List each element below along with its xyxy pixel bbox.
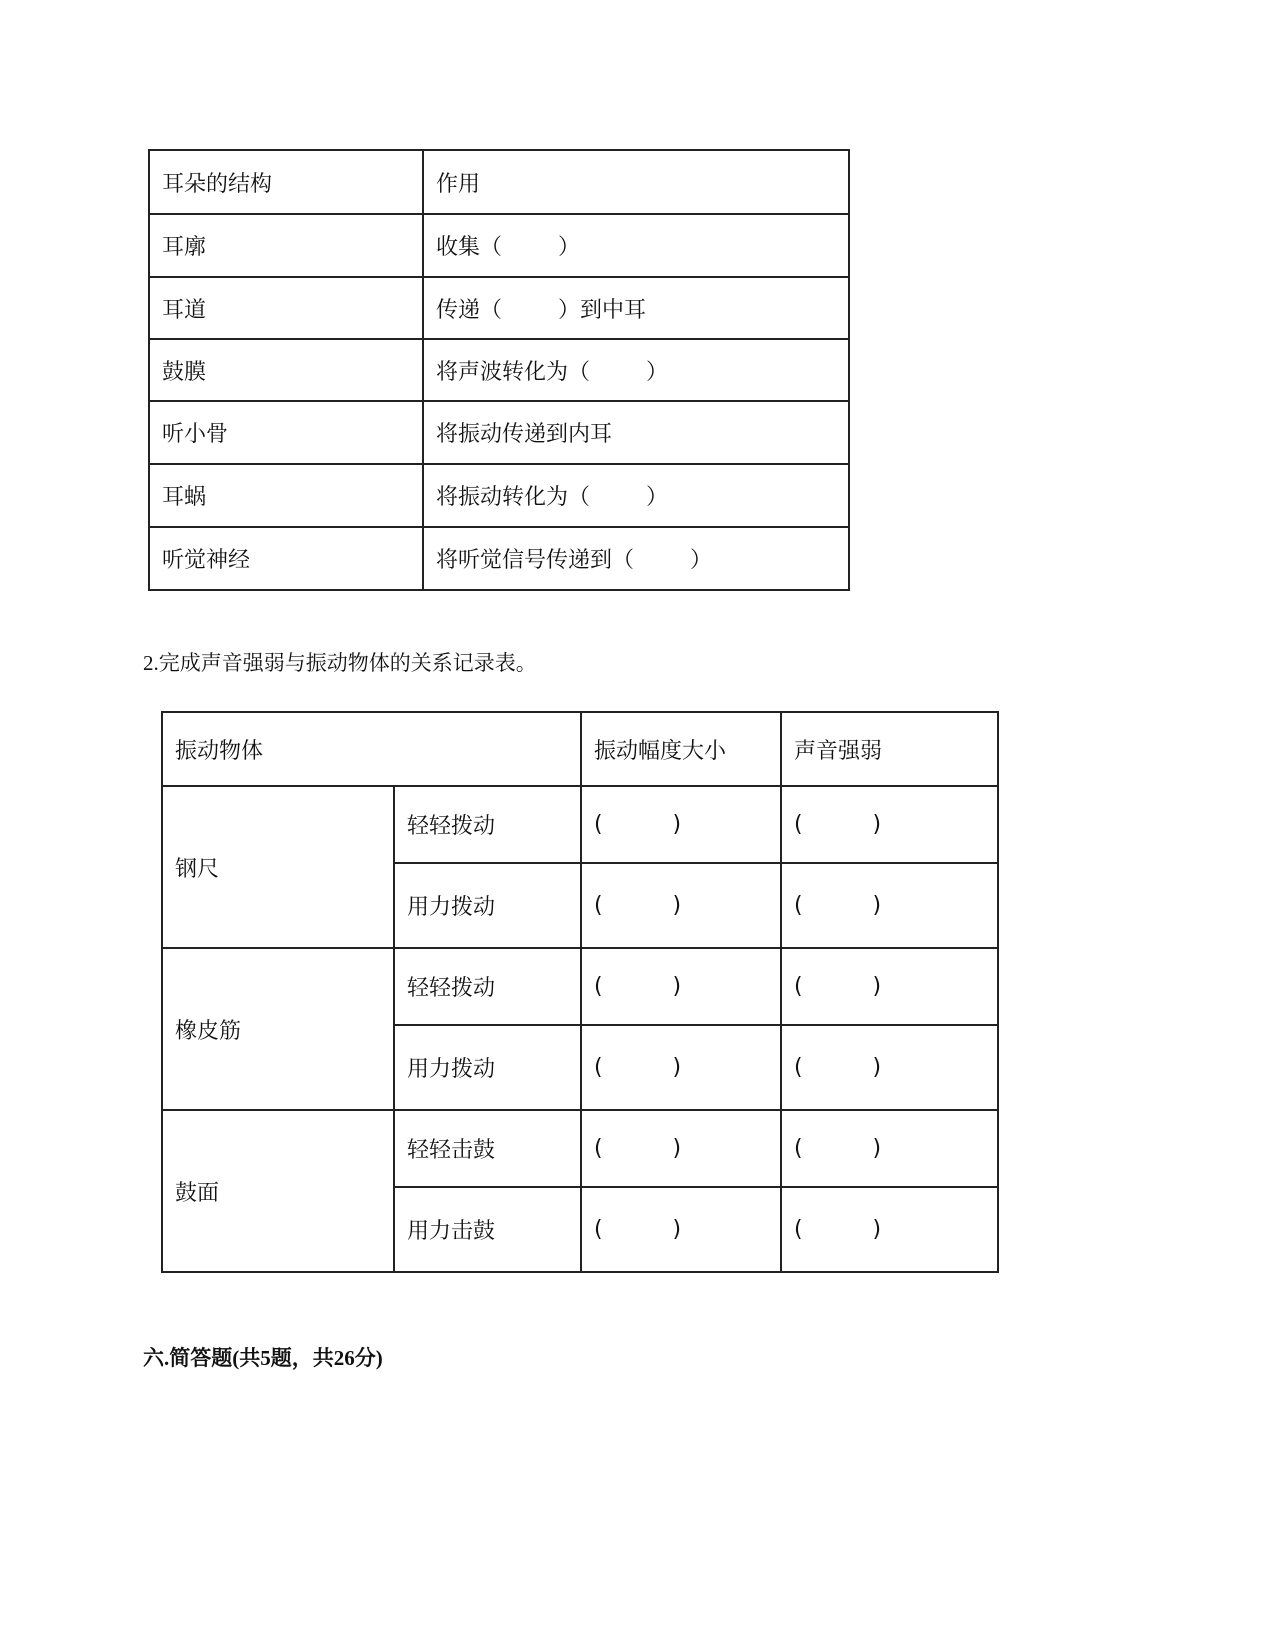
- function-cell: 传递（ ）到中耳: [423, 277, 849, 339]
- question-text: 2.完成声音强弱与振动物体的关系记录表。: [143, 651, 537, 675]
- action-cell: 用力击鼓: [394, 1187, 581, 1272]
- header-cell: 振动幅度大小: [581, 712, 781, 786]
- table-header-row: [149, 150, 849, 214]
- amplitude-blank-cell[interactable]: ( ): [581, 948, 781, 1025]
- structure-cell: 耳蜗: [149, 464, 423, 527]
- loudness-blank-cell[interactable]: ( ): [781, 1110, 998, 1187]
- object-cell: 橡皮筋: [162, 948, 394, 1110]
- structure-cell: 耳廓: [149, 214, 423, 277]
- header-cell: 振动物体: [162, 712, 581, 786]
- table-row: [162, 786, 998, 863]
- table-row: [149, 401, 849, 464]
- structure-cell: 耳道: [149, 277, 423, 339]
- section-title: 六.简答题(共5题，共26分): [143, 1346, 383, 1370]
- action-cell: 轻轻拨动: [394, 786, 581, 863]
- action-cell: 用力拨动: [394, 863, 581, 948]
- action-cell: 轻轻击鼓: [394, 1110, 581, 1187]
- action-cell: 用力拨动: [394, 1025, 581, 1110]
- loudness-blank-cell[interactable]: ( ): [781, 786, 998, 863]
- loudness-blank-cell[interactable]: ( ): [781, 1187, 998, 1272]
- function-cell: 收集（ ）: [423, 214, 849, 277]
- amplitude-blank-cell[interactable]: ( ): [581, 1187, 781, 1272]
- header-cell: 声音强弱: [781, 712, 998, 786]
- function-cell: 将振动传递到内耳: [423, 401, 849, 464]
- ear-structure-table: [148, 149, 850, 591]
- table-row: [162, 948, 998, 1025]
- loudness-blank-cell[interactable]: ( ): [781, 863, 998, 948]
- function-cell: 将听觉信号传递到（ ）: [423, 527, 849, 590]
- amplitude-blank-cell[interactable]: ( ): [581, 786, 781, 863]
- loudness-blank-cell[interactable]: ( ): [781, 1025, 998, 1110]
- amplitude-blank-cell[interactable]: ( ): [581, 863, 781, 948]
- structure-cell: 鼓膜: [149, 339, 423, 401]
- table-header-row: [162, 712, 998, 786]
- header-cell: 作用: [423, 150, 849, 214]
- structure-cell: 听觉神经: [149, 527, 423, 590]
- action-cell: 轻轻拨动: [394, 948, 581, 1025]
- function-cell: 将振动转化为（ ）: [423, 464, 849, 527]
- table-row: [149, 339, 849, 401]
- table-row: [162, 1110, 998, 1187]
- header-cell: 耳朵的结构: [149, 150, 423, 214]
- structure-cell: 听小骨: [149, 401, 423, 464]
- table-row: [149, 527, 849, 590]
- object-cell: 鼓面: [162, 1110, 394, 1272]
- sound-vibration-table: [161, 711, 999, 1273]
- table-row: [149, 214, 849, 277]
- table-row: [149, 464, 849, 527]
- loudness-blank-cell[interactable]: ( ): [781, 948, 998, 1025]
- amplitude-blank-cell[interactable]: ( ): [581, 1110, 781, 1187]
- amplitude-blank-cell[interactable]: ( ): [581, 1025, 781, 1110]
- function-cell: 将声波转化为（ ）: [423, 339, 849, 401]
- table-row: [149, 277, 849, 339]
- object-cell: 钢尺: [162, 786, 394, 948]
